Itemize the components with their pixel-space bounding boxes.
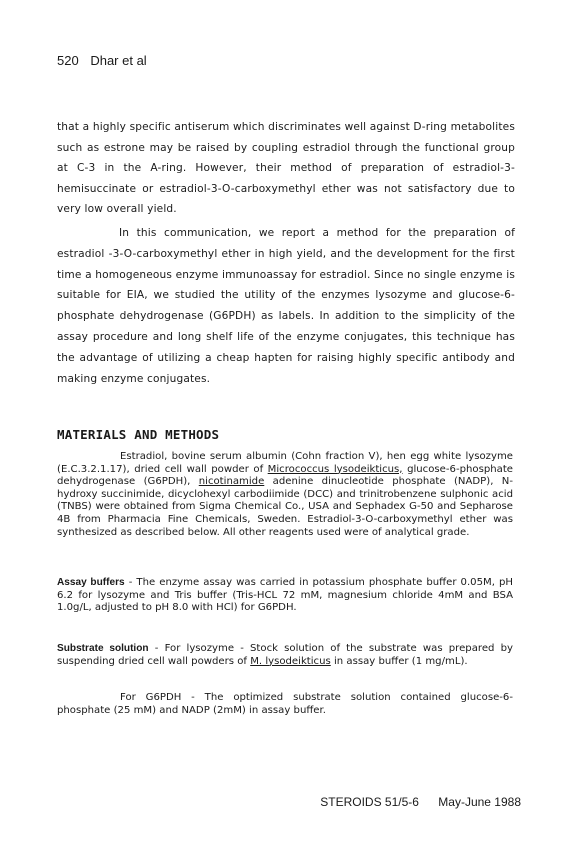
substrate-solution-end: in assay buffer (1 mg/mL).: [330, 655, 468, 667]
intro-paragraph: that a highly specific antiserum which discriminates well against D-ring metabolites such as estrone may be raised by coupling estradiol through the functional group at C-3 in the A-ring. However, their method of preparation of estradiol-3-hemisuccinate or estradiol-3-O-carboxymethyl ether was not satisfactory due to very low overall yield.: [57, 121, 515, 215]
substrate-solution-paragraph: [57, 643, 513, 668]
running-title: Dhar et al: [90, 53, 147, 68]
lysodeikticus-term: M. lysodeikticus: [250, 655, 331, 667]
micrococcus-term: Micrococcus lysodeikticus,: [267, 463, 403, 475]
materials-paragraph: [57, 451, 513, 539]
communication-paragraph: In this communication, we report a method for the preparation of estradiol -3-O-carboxymethyl ether in high yield, and the development for the first time a homogeneous enzyme immunoassay for estradiol. Since no single enzyme is suitable for EIA, we studied the utility of the enzymes lysozyme and glucose-6-phosphate dehydrogenase (G6PDH) as labels. In addition to the simplicity of the assay procedure and long shelf life of the enzyme conjugates, this technique has the advantage of utilizing a cheap hapten for raising highly specific antibody and making enzyme conjugates.: [57, 227, 515, 385]
section-heading: MATERIALS AND METHODS: [57, 427, 220, 442]
page-footer: [304, 795, 521, 809]
materials-text-2: glucose-6-phosphate dehydrogenase (G6PDH),: [57, 463, 513, 488]
journal-citation: STEROIDS 51/5-6: [320, 795, 419, 809]
g6pdh-paragraph: For G6PDH - The optimized substrate solution contained glucose-6-phosphate (25 mM) and NADP (2mM) in assay buffer.: [57, 692, 513, 716]
materials-text-3: adenine dinucleotide phosphate (NADP), N-hydroxy succinimide, dicyclohexyl carbodiimide (DCC) and trinitrobenzene sulphonic acid (TNBS) were obtained from Sigma Chemical Co., USA and Sephadex G-50 and Sepharose 4B from Pharmacia Fine Chemicals, Sweden. Estradiol-3-O-carboxymethyl ether was synthesized as described below. All other reagents used were of analytical grade.: [57, 476, 513, 538]
substrate-solution-label: Substrate solution: [57, 643, 149, 654]
nicotinamide-term: nicotinamide: [198, 476, 265, 488]
assay-buffers-label: Assay buffers: [57, 577, 125, 588]
issue-date: May-June 1988: [438, 795, 521, 809]
page-number: 520: [57, 53, 79, 68]
substrate-solution-text: - For lysozyme - Stock solution of the substrate was prepared by suspending dried cell wall powders of: [57, 643, 513, 667]
running-header: [57, 53, 155, 68]
assay-buffers-paragraph: [57, 577, 513, 615]
assay-buffers-text: - The enzyme assay was carried in potassium phosphate buffer 0.05M, pH 6.2 for lysozyme and Tris buffer (Tris-HCL 72 mM, magnesium chloride 4mM and BSA 1.0g/L, adjusted to pH 8.0 with HCl) for G6PDH.: [57, 577, 513, 614]
materials-text-1: Estradiol, bovine serum albumin (Cohn fraction V), hen egg white lysozyme (E.C.3.2.1.17), dried cell wall powder of: [57, 451, 513, 475]
